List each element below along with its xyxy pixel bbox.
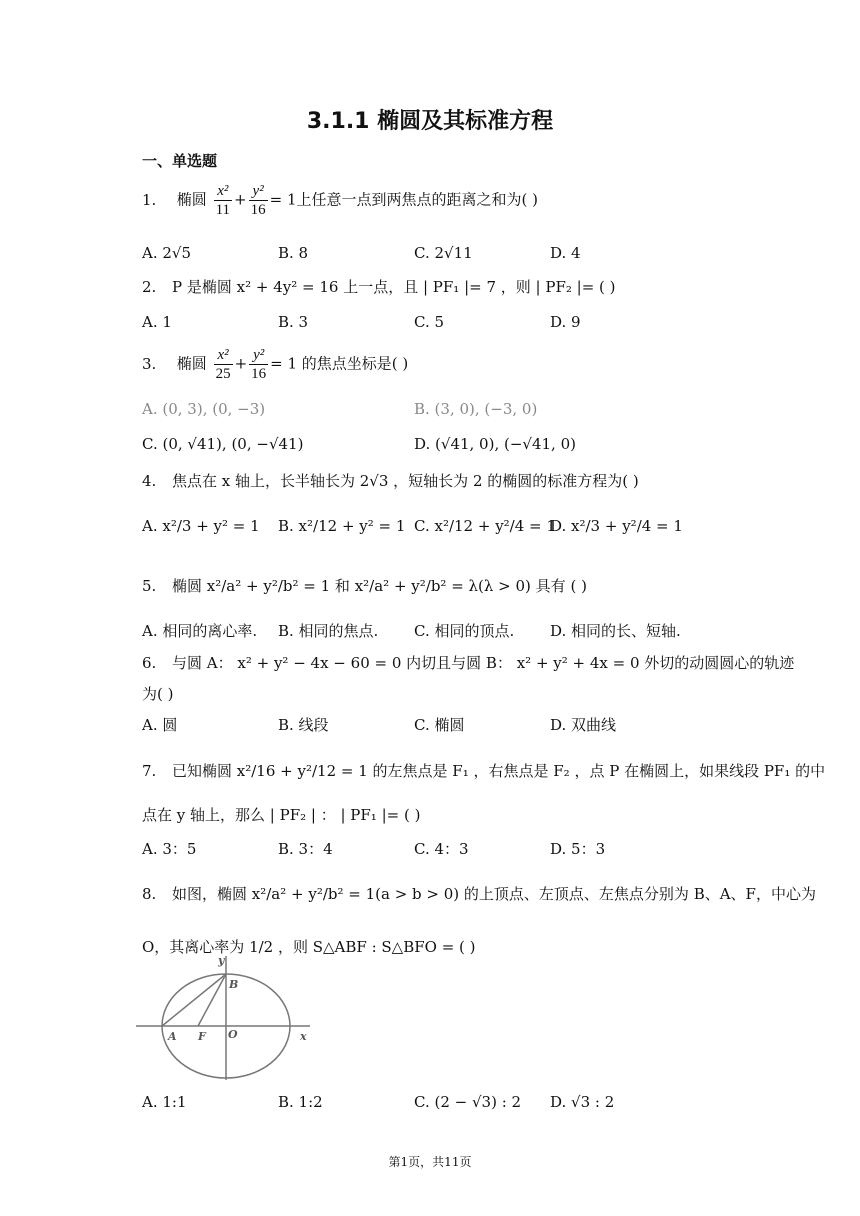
question-7: 7. 已知椭圆 x²/16 + y²/12 = 1 的左焦点是 F₁ ，右焦点是 F₂ ，点 P 在椭圆上，如果线段 PF₁ 的中 bbox=[142, 762, 826, 780]
question-1: 1. 椭圆 $\frac{\text{x²}}{11}$ + $\frac{\text{y²}}{16}$ = 1上任意一点到两焦点的距离之和为( ) bbox=[142, 183, 538, 218]
question-6-cont: 为( ) bbox=[142, 685, 174, 703]
segment-ab bbox=[162, 974, 226, 1026]
option-a[interactable]: A. 圆 bbox=[142, 716, 178, 734]
question-8: 8. 如图，椭圆 x²/a² + y²/b² = 1(a > b > 0) 的上顶点、左顶点、左焦点分别为 B、A、F，中心为 bbox=[142, 885, 816, 903]
option-a[interactable]: A. 1:1 bbox=[142, 1093, 187, 1111]
option-d[interactable]: D. 相同的长、短轴. bbox=[550, 622, 681, 640]
segment-bf bbox=[198, 974, 226, 1026]
option-c[interactable]: C. (0, √41), (0, −√41) bbox=[142, 435, 304, 453]
fraction: $\frac{\text{y²}}{16}$ bbox=[250, 183, 266, 218]
ellipse-figure bbox=[134, 952, 324, 1082]
option-b[interactable]: B. 3：4 bbox=[278, 840, 333, 858]
question-4: 4. 焦点在 x 轴上，长半轴长为 2√3 ，短轴长为 2 的椭圆的标准方程为( ) bbox=[142, 472, 639, 490]
option-c[interactable]: C. 4：3 bbox=[414, 840, 469, 858]
option-c[interactable]: C. 椭圆 bbox=[414, 716, 465, 734]
question-6: 6. 与圆 A： x² + y² − 4x − 60 = 0 内切且与圆 B： x² + y² + 4x = 0 外切的动圆圆心的轨迹 bbox=[142, 654, 795, 672]
label-a: A bbox=[168, 1030, 177, 1043]
option-b[interactable]: B. x²/12 + y² = 1 bbox=[278, 517, 406, 535]
fraction: $\frac{\text{x²}}{11}$ bbox=[215, 183, 231, 218]
question-3: 3. 椭圆 $\frac{\text{x²}}{25}$ + $\frac{\text{y²}}{16}$ = 1 的焦点坐标是( ) bbox=[142, 347, 409, 382]
label-y: y bbox=[218, 954, 225, 967]
option-a[interactable]: A. 3：5 bbox=[142, 840, 197, 858]
question-2: 2. P 是椭圆 x² + 4y² = 16 上一点，且 | PF₁ |= 7 ，则 | PF₂ |= ( ) bbox=[142, 278, 616, 296]
option-b[interactable]: B. 线段 bbox=[278, 716, 329, 734]
option-b[interactable]: B. 8 bbox=[278, 244, 309, 262]
option-c[interactable]: C. 5 bbox=[414, 313, 445, 331]
option-c[interactable]: C. 相同的顶点. bbox=[414, 622, 515, 640]
option-b[interactable]: B. 3 bbox=[278, 313, 309, 331]
option-a[interactable]: A. x²/3 + y² = 1 bbox=[142, 517, 260, 535]
option-b[interactable]: B. (3, 0), (−3, 0) bbox=[414, 400, 538, 418]
label-f: F bbox=[198, 1030, 206, 1043]
page-title: 3.1.1 椭圆及其标准方程 bbox=[306, 109, 554, 134]
option-d[interactable]: D. 双曲线 bbox=[550, 716, 617, 734]
fraction: $\frac{\text{x²}}{25}$ bbox=[215, 347, 231, 382]
option-d[interactable]: D. x²/3 + y²/4 = 1 bbox=[550, 517, 683, 535]
option-a[interactable]: A. 相同的离心率. bbox=[142, 622, 258, 640]
option-d[interactable]: D. 9 bbox=[550, 313, 581, 331]
fraction: $\frac{\text{y²}}{16}$ bbox=[251, 347, 267, 382]
option-a[interactable]: A. 2√5 bbox=[142, 244, 192, 262]
label-b: B bbox=[229, 978, 239, 991]
option-d[interactable]: D. 5：3 bbox=[550, 840, 606, 858]
option-b[interactable]: B. 1:2 bbox=[278, 1093, 323, 1111]
question-5: 5. 椭圆 x²/a² + y²/b² = 1 和 x²/a² + y²/b² = λ(λ > 0) 具有 ( ) bbox=[142, 577, 587, 595]
label-x: x bbox=[300, 1030, 307, 1043]
option-c[interactable]: C. 2√11 bbox=[414, 244, 473, 262]
question-8-cont: O，其离心率为 1/2 ，则 S△ABF : S△BFO = ( ) bbox=[142, 938, 476, 956]
section-heading: 一、单选题 bbox=[142, 152, 218, 170]
option-a[interactable]: A. 1 bbox=[142, 313, 172, 331]
label-o: O bbox=[228, 1028, 238, 1041]
option-b[interactable]: B. 相同的焦点. bbox=[278, 622, 379, 640]
option-d[interactable]: D. √3 : 2 bbox=[550, 1093, 615, 1111]
option-c[interactable]: C. (2 − √3) : 2 bbox=[414, 1093, 522, 1111]
page-footer: 第1页，共11页 bbox=[388, 1155, 472, 1169]
option-c[interactable]: C. x²/12 + y²/4 = 1 bbox=[414, 517, 556, 535]
option-d[interactable]: D. 4 bbox=[550, 244, 581, 262]
question-7-cont: 点在 y 轴上，那么 | PF₂ | ： | PF₁ |= ( ) bbox=[142, 806, 421, 824]
option-a[interactable]: A. (0, 3), (0, −3) bbox=[142, 400, 266, 418]
option-d[interactable]: D. (√41, 0), (−√41, 0) bbox=[414, 435, 576, 453]
figure-drawing bbox=[136, 956, 310, 1080]
